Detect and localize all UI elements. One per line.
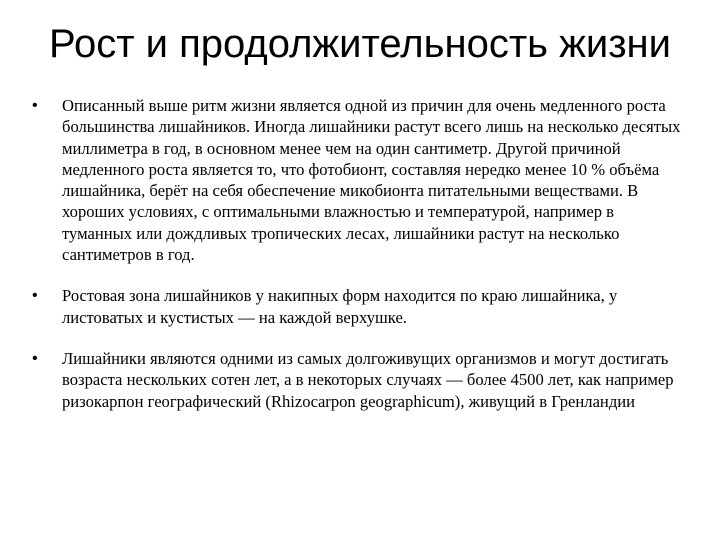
bullet-text: Описанный выше ритм жизни является одной из причин для очень медленного роста большинства лишайников. Иногда лишайники растут всего лишь на несколько десятых миллиметра в год, в основном менее чем на один сантиметр. Другой причиной медленного роста является то, что фотобионт, составляя нередко менее 10 % объёма лишайника, берёт на себя обеспечение микобионта питательными веществами. В хороших условиях, с оптимальными влажностью и температурой, например в туманных или дождливых тропических лесах, лишайники растут на несколько сантиметров в год.	[62, 96, 681, 265]
bullet-text: Ростовая зона лишайников у накипных форм находится по краю лишайника, у листоватых и кустистых — на каждой верхушке.	[62, 286, 618, 327]
bullet-item-dolgozhivushchie	[30, 348, 685, 412]
bullet-marker: •	[32, 349, 38, 367]
bullet-marker: •	[32, 287, 38, 305]
slide-title: Рост и продолжительность жизни	[49, 22, 671, 66]
bullet-list	[30, 95, 685, 432]
bullet-marker: •	[32, 97, 38, 114]
bullet-item-rostovaya-zona	[30, 285, 685, 328]
bullet-text: Лишайники являются одними из самых долгоживущих организмов и могут достигать возраста нескольких сотен лет, а в некоторых случаях — более 4500 лет, как например ризокарпон географический (Rhizocarpon geographicum), живущий в Гренландии	[62, 348, 674, 411]
bullet-item-ritm	[30, 95, 685, 265]
